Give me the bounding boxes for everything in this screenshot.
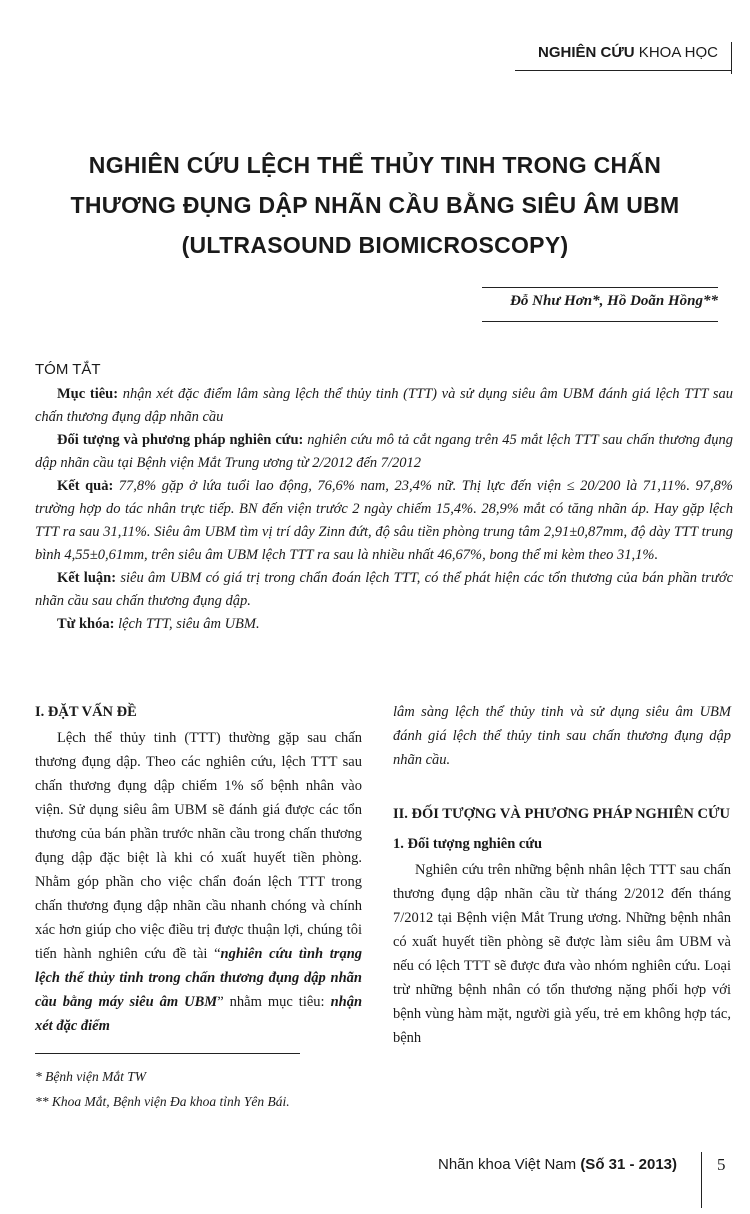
abstract-methods — [35, 429, 733, 475]
footer-vertical-rule — [701, 1152, 702, 1208]
conclusion-label: Kết luận: — [57, 570, 117, 586]
left-column — [35, 700, 362, 1038]
objective-label: Mục tiêu: — [57, 386, 119, 402]
section-2-subheading: 1. Đối tượng nghiên cứu — [393, 836, 543, 852]
header-section-rest: KHOA HỌC — [634, 44, 718, 61]
results-text: 77,8% gặp ở lứa tuổi lao động, 76,6% nam, 23,4% nữ. Thị lực đến viện ≤ 20/200 là 71,11%. 97,8% trường hợp do tác nhân trực tiếp. BN đến viện trước 2 ngày chiếm 15,4%. 28,9% mắt có tăng nhãn áp. Hay gặp lệch TTT ra sau 31,11%. Siêu âm UBM tìm vị trí dây Zinn đứt, độ sâu tiền phòng trung tâm 2,91±0,87mm, độ dày TTT trung bình 4,55±0,61mm, trên siêu âm UBM lệch TTT ra sau là nhiều nhất 46,67%, bong thể mi kèm theo 31,1%. — [35, 478, 733, 563]
header-section-bold: NGHIÊN CỨU — [538, 44, 635, 61]
journal-issue: (Số 31 - 2013) — [580, 1156, 678, 1173]
author-rule-bottom — [482, 321, 718, 322]
abstract-objective — [35, 383, 733, 429]
journal-name: Nhãn khoa Việt Nam — [438, 1156, 581, 1173]
running-header — [538, 44, 718, 61]
abstract-conclusion — [35, 567, 733, 613]
section-1-tail: ” nhằm mục tiêu: — [217, 994, 331, 1010]
keywords-text: lệch TTT, siêu âm UBM. — [114, 616, 260, 632]
abstract-heading: TÓM TẮT — [35, 361, 101, 378]
page-number: 5 — [717, 1155, 726, 1174]
abstract-keywords — [35, 613, 733, 636]
footnote-1: * Bệnh viện Mắt TW — [35, 1069, 146, 1084]
section-1-continuation: lâm sàng lệch thể thủy tinh và sử dụng siêu âm UBM đánh giá lệch thể thủy tinh sau chấn thương đụng dập nhãn cầu. — [393, 704, 731, 768]
title-line-1: NGHIÊN CỨU LỆCH THỂ THỦY TINH TRONG CHẤN — [88, 152, 662, 178]
article-title — [40, 145, 710, 265]
keywords-label: Từ khóa: — [57, 616, 115, 632]
abstract — [35, 358, 733, 636]
section-2-paragraph: Nghiên cứu trên những bệnh nhân lệch TTT sau chấn thương đụng dập nhãn cầu từ tháng 2/2012 đến tháng 7/2012 tại Bệnh viện Mắt Trung ương. Những bệnh nhân có xuất huyết tiền phòng sẽ được làm siêu âm UBM và nếu có lệch TTT sẽ được đưa vào nhóm nghiên cứu. Loại trừ những bệnh nhân có tổn thương nặng phối hợp với bệnh vùng hàm mặt, người già yếu, trẻ em không hợp tác, bệnh — [393, 862, 731, 1046]
section-1-text: Lệch thể thủy tinh (TTT) thường gặp sau chấn thương đụng dập. Theo các nghiên cứu, lệch TTT sau chấn thương đụng dập chiếm 1% số bệnh nhân vào viện. Sử dụng siêu âm UBM sẽ đánh giá được các tổn thương của bán phần trước nhãn cầu trong chấn thương đụng dập đặc biệt là khi có xuất huyết tiền phòng. Nhằm góp phần cho việc chẩn đoán lệch TTT trong chấn thương đụng dập nhãn cầu nhanh chóng và chính xác hơn giúp cho việc điều trị được thuận lợi, chúng tôi tiến hành nghiên cứu đề tài “ — [35, 730, 362, 962]
conclusion-text: siêu âm UBM có giá trị trong chẩn đoán lệch TTT, có thể phát hiện các tổn thương của bán phần trước nhãn cầu sau chấn thương đụng dập. — [35, 570, 734, 609]
authors: Đỗ Như Hơn*, Hồ Doãn Hồng** — [510, 293, 718, 309]
header-rule — [515, 70, 731, 71]
methods-text: nghiên cứu mô tả cắt ngang trên 45 mắt lệch TTT sau chấn thương đụng dập nhãn cầu tại Bệnh viện Mắt Trung ương từ 2/2012 đến 7/2012 — [35, 432, 733, 471]
objective-text: nhận xét đặc điểm lâm sàng lệch thể thủy tinh (TTT) và sử dụng siêu âm UBM đánh giá lệch TTT sau chấn thương đụng dập nhãn cầu — [35, 386, 733, 425]
section-1-paragraph — [35, 726, 362, 1038]
section-2-heading: II. ĐỐI TƯỢNG VÀ PHƯƠNG PHÁP NGHIÊN CỨU — [393, 806, 731, 822]
abstract-results — [35, 475, 733, 567]
study-title-italic: nghiên cứu tình trạng lệch thể thủy tinh trong chấn thương đụng dập nhãn cầu bằng máy siêu âm UBM — [35, 946, 363, 1010]
footnote-rule — [35, 1053, 300, 1054]
study-goal-start: nhận xét đặc điểm — [35, 994, 363, 1034]
journal-footer — [438, 1156, 677, 1173]
title-line-2: THƯƠNG ĐỤNG DẬP NHÃN CẦU BẰNG SIÊU ÂM UBM — [70, 192, 680, 218]
methods-label: Đối tượng và phương pháp nghiên cứu: — [57, 432, 304, 448]
footnotes — [35, 1064, 290, 1114]
section-1-heading: I. ĐẶT VẤN ĐỀ — [35, 704, 137, 720]
header-vertical-rule — [731, 42, 732, 74]
title-line-3: (ULTRASOUND BIOMICROSCOPY) — [181, 232, 569, 258]
footnote-2: ** Khoa Mắt, Bệnh viện Đa khoa tỉnh Yên Bái. — [35, 1094, 290, 1109]
right-column — [393, 700, 731, 1050]
author-rule-top — [482, 287, 718, 288]
results-label: Kết quả: — [57, 478, 114, 494]
